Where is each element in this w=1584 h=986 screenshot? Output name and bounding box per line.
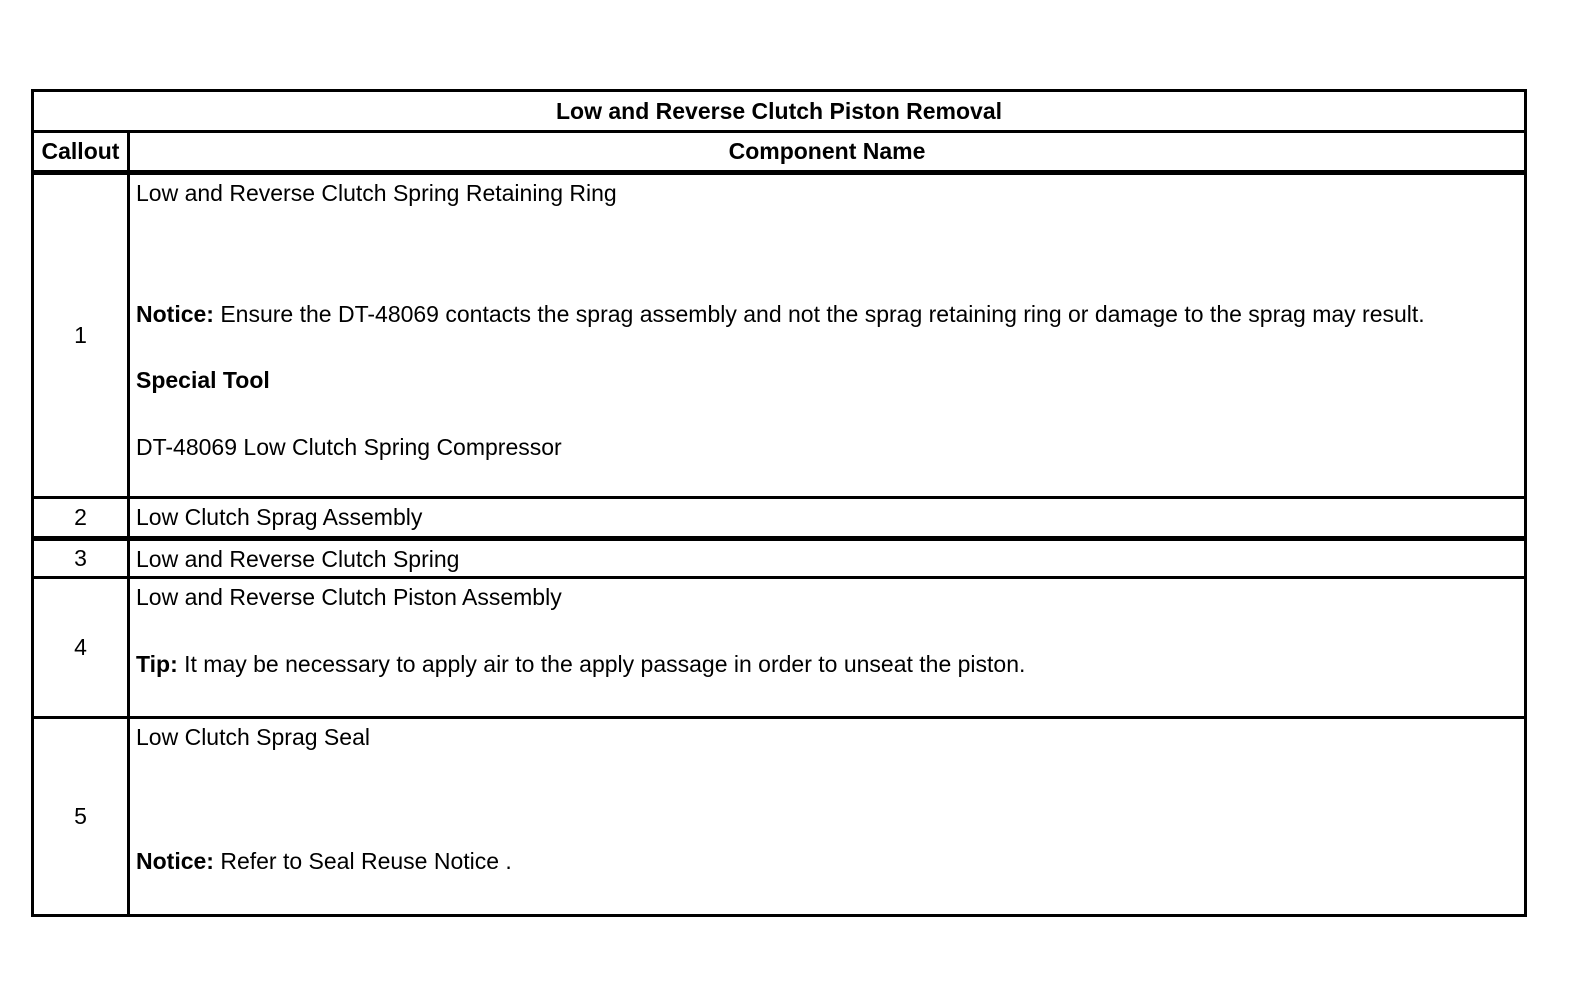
table-header [34, 130, 1524, 170]
row-callout: 5 [34, 719, 130, 914]
notice-label: Notice: [136, 301, 214, 327]
table-row [34, 576, 1524, 716]
component-name: Low Clutch Sprag Assembly [136, 504, 423, 530]
special-tool-value: DT-48069 Low Clutch Spring Compressor [136, 434, 562, 460]
header-callout: Callout [34, 133, 130, 170]
notice [136, 847, 1518, 876]
row-callout: 3 [34, 541, 130, 576]
component-name: Low and Reverse Clutch Piston Assembly [136, 584, 562, 610]
tip-text: It may be necessary to apply air to the apply passage in order to unseat the piston. [184, 651, 1026, 677]
row-component [130, 579, 1524, 716]
notice-text: Ensure the DT-48069 contacts the sprag assembly and not the sprag retaining ring or damage to the sprag may result. [220, 301, 1425, 327]
row-callout: 4 [34, 579, 130, 716]
row-component [130, 175, 1524, 496]
component-name: Low and Reverse Clutch Spring Retaining Ring [136, 180, 617, 206]
notice-text: Refer to Seal Reuse Notice . [220, 848, 512, 874]
table-row [34, 170, 1524, 496]
table-title [34, 92, 1524, 130]
table-row [34, 716, 1524, 914]
special-tool-label: Special Tool [136, 367, 270, 393]
row-callout: 2 [34, 499, 130, 536]
component-name: Low Clutch Sprag Seal [136, 724, 370, 750]
tip-label: Tip: [136, 651, 178, 677]
header-component-name: Component Name [728, 138, 926, 164]
tip [136, 650, 1518, 679]
table-row [34, 496, 1524, 536]
row-callout: 1 [34, 175, 130, 496]
notice [136, 300, 1518, 329]
component-name: Low and Reverse Clutch Spring [136, 546, 460, 572]
procedure-table [31, 89, 1527, 917]
table-row [34, 536, 1524, 576]
notice-label: Notice: [136, 848, 214, 874]
row-component [130, 719, 1524, 914]
table-title-text: Low and Reverse Clutch Piston Removal [555, 97, 1003, 124]
